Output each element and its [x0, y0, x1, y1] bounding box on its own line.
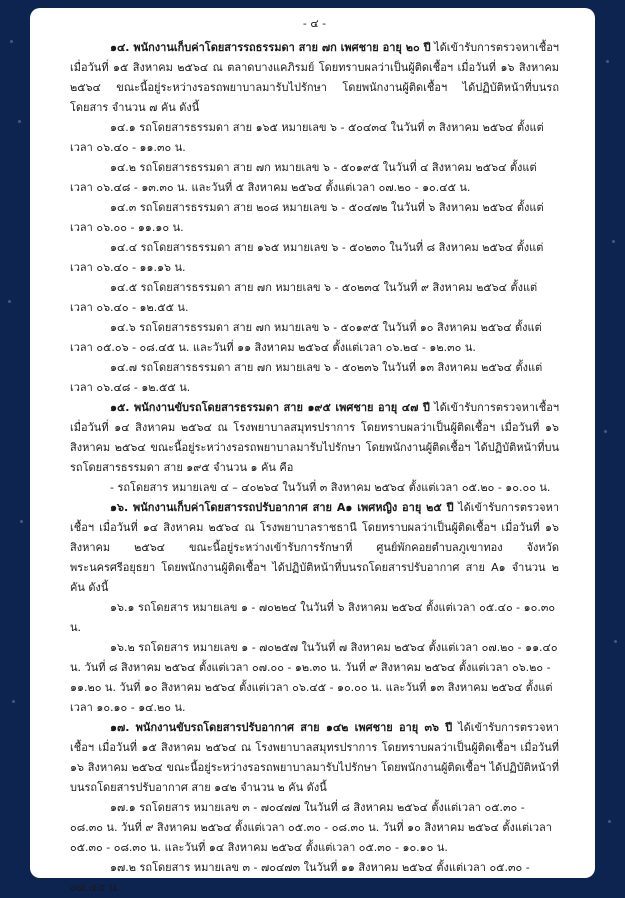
sub-item: ๑๗.๑ รถโดยสาร หมายเลข ๓ - ๗๐๔๗๗ ในวันที่ ๘ สิงหาคม ๒๕๖๔ ตั้งแต่เวลา ๐๕.๓๐ - ๐๘.๓๐ น. วันที่ ๙ สิงหาคม ๒๕๖๔ ตั้งแต่เวลา ๐๕.๓๐ - ๐๘.๓๐ น. วันที่ ๑๐ สิงหาคม ๒๕๖๔ ตั้งแต่เวลา ๐๕.๓๐ - ๐๘.๓๐ น. และวันที่ ๑๔ สิงหาคม ๒๕๖๔ ตั้งแต่เวลา ๐๕.๓๐ - ๑๐.๑๐ น.	[70, 801, 552, 854]
section-heading: ๑๗. พนักงานขับรถโดยสารปรับอากาศ สาย ๑๔๒ เพศชาย อายุ ๓๖ ปี	[110, 721, 453, 734]
section-heading: ๑๕. พนักงานขับรถโดยสารธรรมดา สาย ๑๙๕ เพศชาย อายุ ๔๗ ปี	[110, 401, 430, 414]
section-paragraph	[70, 398, 559, 478]
section-heading: ๑๔. พนักงานเก็บค่าโดยสารรถธรรมดา สาย ๗ก เพศชาย อายุ ๒๐ ปี	[110, 41, 431, 54]
section-text: ได้เข้ารับการตรวจหาเชื้อฯ เมื่อวันที่ ๑๔ สิงหาคม ๒๕๖๔ ณ โรงพยาบาลสมุทรปราการ โดยทราบผลว่าเป็นผู้ติดเชื้อฯ เมื่อวันที่ ๑๖ สิงหาคม ๒๕๖๔ ขณะนี้อยู่ระหว่างรอรถพยาบาลมารับไปรักษา โดยพนักงานผู้ติดเชื้อฯ ได้ปฏิบัติหน้าที่บนรถโดยสารธรรมดา สาย ๑๙๕ จำนวน ๑ คัน คือ	[70, 401, 560, 474]
sub-item: - รถโดยสาร หมายเลข ๔ – ๔๐๒๖๔ ในวันที่ ๓ สิงหาคม ๒๕๖๔ ตั้งแต่เวลา ๐๕.๒๐ - ๑๐.๐๐ น.	[110, 481, 551, 494]
document-page	[30, 8, 595, 894]
section-paragraph	[70, 38, 559, 118]
sub-item: ๑๔.๒ รถโดยสารธรรมดา สาย ๗ก หมายเลข ๖ - ๕๐๑๙๕ ในวันที่ ๔ สิงหาคม ๒๕๖๔ ตั้งแต่เวลา ๐๖.๔๘ - ๑๓.๓๐ น. และวันที่ ๕ สิงหาคม ๒๕๖๔ ตั้งแต่เวลา ๐๗.๒๐ - ๑๐.๔๕ น.	[70, 161, 537, 194]
sub-item: ๑๔.๔ รถโดยสารธรรมดา สาย ๑๖๕ หมายเลข ๖ - ๕๐๒๓๐ ในวันที่ ๘ สิงหาคม ๒๕๖๔ ตั้งแต่เวลา ๐๖.๔๐ - ๑๑.๑๖ น.	[70, 241, 544, 274]
sub-item: ๑๔.๖ รถโดยสารธรรมดา สาย ๗ก หมายเลข ๖ - ๕๐๑๙๕ ในวันที่ ๑๐ สิงหาคม ๒๕๖๔ ตั้งแต่เวลา ๐๕.๐๖ - ๐๘.๔๕ น. และวันที่ ๑๑ สิงหาคม ๒๕๖๔ ตั้งแต่เวลา ๐๖.๒๔ - ๑๒.๓๐ น.	[70, 321, 542, 354]
section-paragraph	[70, 718, 559, 798]
sub-item: ๑๖.๑ รถโดยสาร หมายเลข ๑ - ๗๐๒๒๔ ในวันที่ ๖ สิงหาคม ๒๕๖๔ ตั้งแต่เวลา ๐๕.๔๐ - ๑๐.๓๐ น.	[70, 601, 556, 634]
section-text: ได้เข้ารับการตรวจหาเชื้อฯ เมื่อวันที่ ๑๕ สิงหาคม ๒๕๖๔ ณ โรงพยาบาลสมุทรปราการ โดยทราบผลว่าเป็นผู้ติดเชื้อฯ เมื่อวันที่ ๑๖ สิงหาคม ๒๕๖๔ ขณะนี้อยู่ระหว่างรอรถพยาบาลมารับไปรักษา โดยพนักงานผู้ติดเชื้อฯ ได้ปฏิบัติหน้าที่บนรถโดยสารปรับอากาศ สาย ๑๔๒ จำนวน ๒ คัน ดังนี้	[70, 721, 559, 794]
sub-item: ๑๖.๒ รถโดยสาร หมายเลข ๑ - ๗๐๒๕๗ ในวันที่ ๗ สิงหาคม ๒๕๖๔ ตั้งแต่เวลา ๐๗.๒๐ - ๑๑.๔๐ น. วันที่ ๘ สิงหาคม ๒๕๖๔ ตั้งแต่เวลา ๐๗.๐๐ - ๑๒.๓๐ น. วันที่ ๙ สิงหาคม ๒๕๖๔ ตั้งแต่เวลา ๐๖.๒๐ - ๑๑.๒๐ น. วันที่ ๑๐ สิงหาคม ๒๕๖๔ ตั้งแต่เวลา ๐๖.๔๕ - ๑๐.๐๐ น. และวันที่ ๑๓ สิงหาคม ๒๕๖๔ ตั้งแต่เวลา ๑๐.๑๐ - ๑๔.๒๐ น.	[70, 641, 558, 714]
section-text: ได้เข้ารับการตรวจหาเชื้อฯ เมื่อวันที่ ๑๕ สิงหาคม ๒๕๖๔ ณ ตลาดบางแคภิรมย์ โดยทราบผลว่าเป็นผู้ติดเชื้อฯ เมื่อวันที่ ๑๖ สิงหาคม ๒๕๖๔ ขณะนี้อยู่ระหว่างรอรถพยาบาลมารับไปรักษา โดยพนักงานผู้ติดเชื้อฯ ได้ปฏิบัติหน้าที่บนรถโดยสาร จำนวน ๗ คัน ดังนี้	[70, 41, 559, 114]
document-body	[70, 38, 559, 898]
section-paragraph	[70, 498, 559, 598]
section-heading: ๑๖. พนักงานเก็บค่าโดยสารรถปรับอากาศ สาย A๑ เพศหญิง อายุ ๒๕ ปี	[110, 501, 454, 514]
sub-item: ๑๗.๒ รถโดยสาร หมายเลข ๓ - ๗๐๔๗๓ ในวันที่ ๑๑ สิงหาคม ๒๕๖๔ ตั้งแต่เวลา ๐๕.๓๐ - ๐๘.๔๕ น.	[70, 861, 530, 894]
sub-item: ๑๔.๗ รถโดยสารธรรมดา สาย ๗ก หมายเลข ๖ - ๕๐๒๓๖ ในวันที่ ๑๓ สิงหาคม ๒๕๖๔ ตั้งแต่เวลา ๐๖.๔๘ - ๑๒.๕๕ น.	[70, 361, 543, 394]
section-text: ได้เข้ารับการตรวจหาเชื้อฯ เมื่อวันที่ ๑๔ สิงหาคม ๒๕๖๔ ณ โรงพยาบาลราชธานี โดยทราบผลว่าเป็นผู้ติดเชื้อฯ เมื่อวันที่ ๑๖ สิงหาคม ๒๕๖๔ ขณะนี้อยู่ระหว่างเข้ารับการรักษาที่ ศูนย์พักคอยตำบลภูเขาทอง จังหวัดพระนครศรีอยุธยา โดยพนักงานผู้ติดเชื้อฯ ได้ปฏิบัติหน้าที่บนรถโดยสารปรับอากาศ สาย A๑ จำนวน ๒ คัน ดังนี้	[70, 501, 559, 594]
sub-item: ๑๔.๕ รถโดยสารธรรมดา สาย ๗ก หมายเลข ๖ - ๕๐๒๓๔ ในวันที่ ๙ สิงหาคม ๒๕๖๔ ตั้งแต่เวลา ๐๖.๔๐ - ๑๒.๕๕ น.	[70, 281, 538, 314]
page-number: - ๔ -	[302, 17, 327, 30]
sub-item: ๑๔.๓ รถโดยสารธรรมดา สาย ๒๐๘ หมายเลข ๖ - ๕๐๔๗๒ ในวันที่ ๖ สิงหาคม ๒๕๖๔ ตั้งแต่เวลา ๐๖.๐๐ - ๑๑.๑๐ น.	[70, 201, 544, 234]
sub-item: ๑๔.๑ รถโดยสารธรรมดา สาย ๑๖๕ หมายเลข ๖ - ๕๐๔๓๔ ในวันที่ ๓ สิงหาคม ๒๕๖๔ ตั้งแต่เวลา ๐๖.๔๐ - ๑๑.๓๐ น.	[70, 121, 544, 154]
